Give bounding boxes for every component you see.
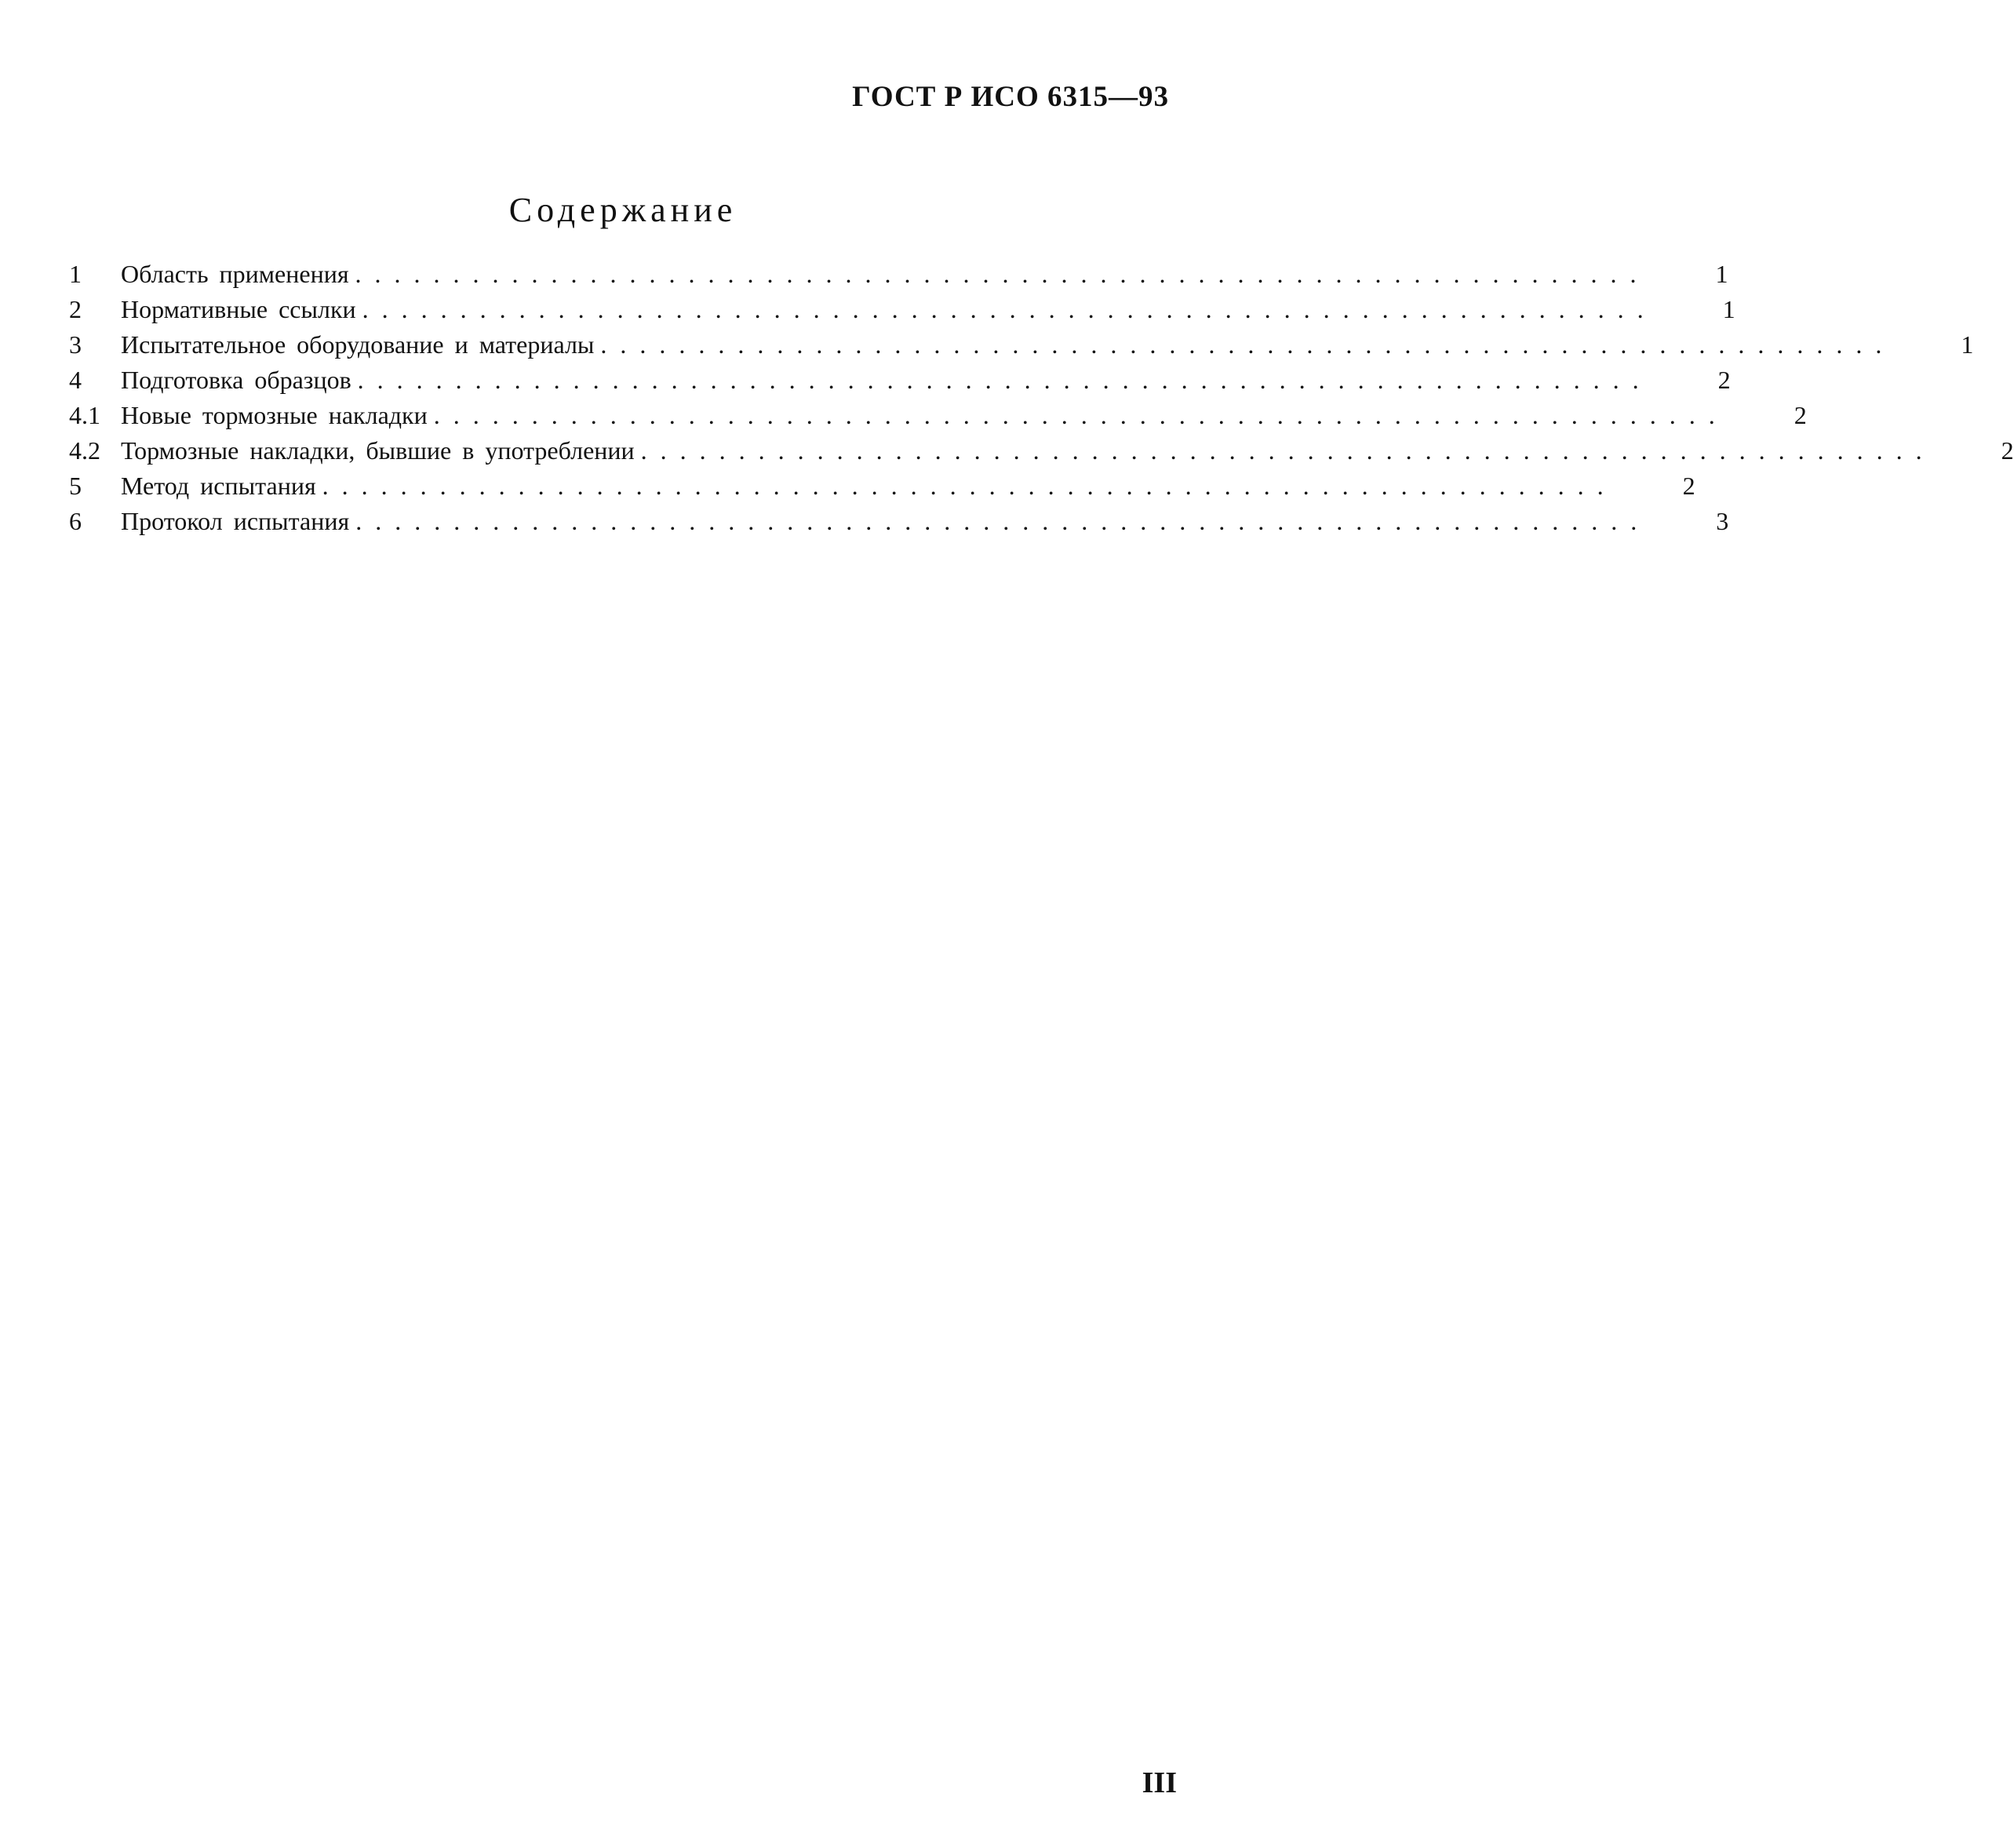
toc-entry-page: 1 <box>1961 330 1974 359</box>
toc-entry-number: 5 <box>69 472 82 500</box>
toc-entry[interactable] <box>69 504 1729 539</box>
toc-entry-page: 2 <box>1682 472 1695 500</box>
toc-entry-label: Нормативные ссылки <box>121 295 356 323</box>
toc-leader-dots: .................................................................. <box>355 260 1650 288</box>
toc-entry[interactable] <box>69 433 2014 468</box>
toc-leader-dots: .................................................................. <box>433 401 1728 429</box>
toc-entry-label: Протокол испытания <box>121 507 350 535</box>
toc-entry-label: Метод испытания <box>121 472 316 500</box>
toc-entry-page: 2 <box>1794 401 1807 429</box>
toc-entry-label: Испытательное оборудование и материалы <box>121 330 595 359</box>
toc-leader-dots: .................................................................. <box>357 366 1652 394</box>
toc-leader-dots: .................................................................. <box>600 330 1896 359</box>
toc-entry[interactable] <box>69 257 1728 292</box>
toc-entry[interactable] <box>69 363 1731 398</box>
toc-entry[interactable] <box>69 292 1735 327</box>
toc-entry-page: 1 <box>1715 260 1728 288</box>
toc-entry-label: Новые тормозные накладки <box>121 401 428 429</box>
toc-entry-label: Область применения <box>121 260 349 288</box>
toc-entry-number: 4.1 <box>69 401 100 429</box>
toc-entry[interactable] <box>69 468 1695 504</box>
toc-entry-label: Подготовка образцов <box>121 366 351 394</box>
toc-entry-label: Тормозные накладки, бывшие в употреблении <box>121 436 635 465</box>
toc-entry-page: 2 <box>1717 366 1731 394</box>
toc-entry-page: 1 <box>1722 295 1735 323</box>
toc-entry-number: 3 <box>69 330 82 359</box>
toc-entry-page: 3 <box>1716 507 1729 535</box>
toc-entry-number: 6 <box>69 507 82 535</box>
toc-entry[interactable] <box>69 327 1974 363</box>
toc-entry-number: 4.2 <box>69 436 100 465</box>
toc-entry-number: 1 <box>69 260 82 288</box>
toc-leader-dots: .................................................................. <box>362 295 1657 323</box>
document-designation: ГОСТ Р ИСО 6315—93 <box>852 81 1169 113</box>
toc-title: Содержание <box>508 191 737 229</box>
toc-leader-dots: .................................................................. <box>355 507 1651 535</box>
toc-entry-page: 2 <box>2001 436 2014 465</box>
page-number: III <box>1142 1766 1177 1799</box>
toc-entry-number: 4 <box>69 366 82 394</box>
toc-leader-dots: .................................................................. <box>322 472 1617 500</box>
toc-entry[interactable] <box>69 398 1807 433</box>
toc-leader-dots: .................................................................. <box>640 436 1936 465</box>
table-of-contents <box>69 257 2014 539</box>
toc-entry-number: 2 <box>69 295 82 323</box>
